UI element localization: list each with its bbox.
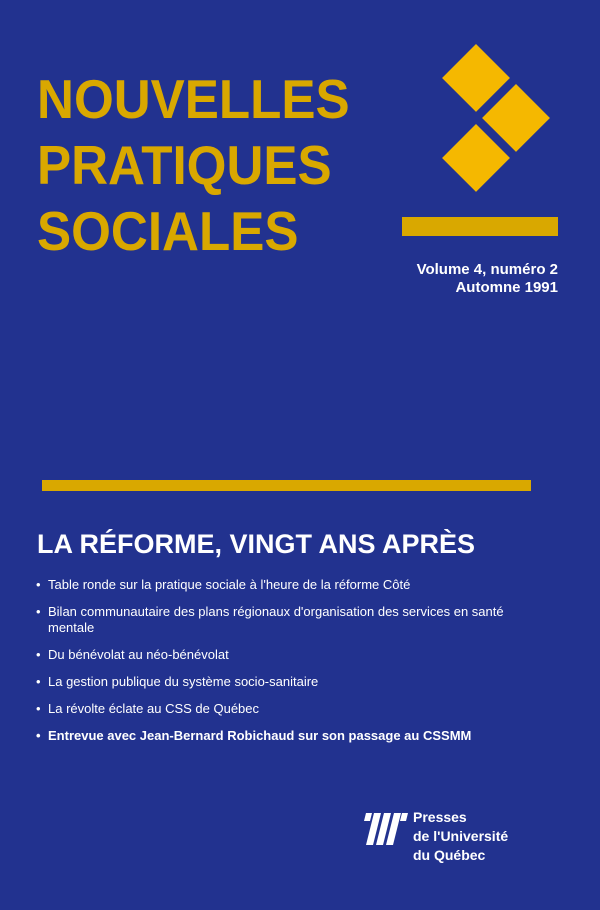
- toc-item: [36, 577, 536, 593]
- publisher-line-3: du Québec: [413, 847, 486, 863]
- volume-number: Volume 4, numéro 2: [416, 261, 558, 278]
- journal-logo-icon: [400, 40, 570, 240]
- publisher-line-2: de l'Université: [413, 828, 509, 844]
- toc-item-text: La révolte éclate au CSS de Québec: [48, 701, 260, 716]
- toc-item-text: Table ronde sur la pratique sociale à l'heure de la réforme Côté: [48, 577, 411, 592]
- toc-item: [36, 647, 536, 663]
- issue-info: [417, 261, 558, 297]
- toc-item: [36, 701, 536, 717]
- publisher-line-1: Presses: [413, 809, 467, 825]
- logo-bar: [402, 217, 558, 236]
- divider-bar: [42, 480, 531, 491]
- title-line-2: PRATIQUES: [37, 134, 332, 196]
- bullet-icon: •: [36, 577, 41, 592]
- title-line-1: NOUVELLES: [37, 68, 350, 130]
- toc-item: [36, 604, 536, 636]
- toc-item-text: Entrevue avec Jean-Bernard Robichaud sur son passage au CSSMM: [48, 728, 472, 743]
- toc-item-text: Bilan communautaire des plans régionaux d'organisation des services en santé mentale: [48, 604, 504, 635]
- bullet-icon: •: [36, 728, 41, 743]
- toc-item-text: La gestion publique du système socio-sanitaire: [48, 674, 319, 689]
- issue-season: Automne 1991: [455, 279, 558, 296]
- bullet-icon: •: [36, 647, 41, 662]
- title-line-3: SOCIALES: [37, 200, 299, 262]
- bullet-icon: •: [36, 674, 41, 689]
- journal-title: [37, 66, 350, 264]
- publisher-name: [413, 808, 508, 865]
- bullet-icon: •: [36, 604, 41, 619]
- theme-title: LA RÉFORME, VINGT ANS APRÈS: [37, 529, 476, 559]
- table-of-contents: [36, 577, 536, 755]
- toc-item-text: Du bénévolat au néo-bénévolat: [48, 647, 229, 662]
- toc-item-featured: [36, 728, 536, 744]
- toc-item: [36, 674, 536, 690]
- puq-logo-icon: [364, 813, 408, 845]
- bullet-icon: •: [36, 701, 41, 716]
